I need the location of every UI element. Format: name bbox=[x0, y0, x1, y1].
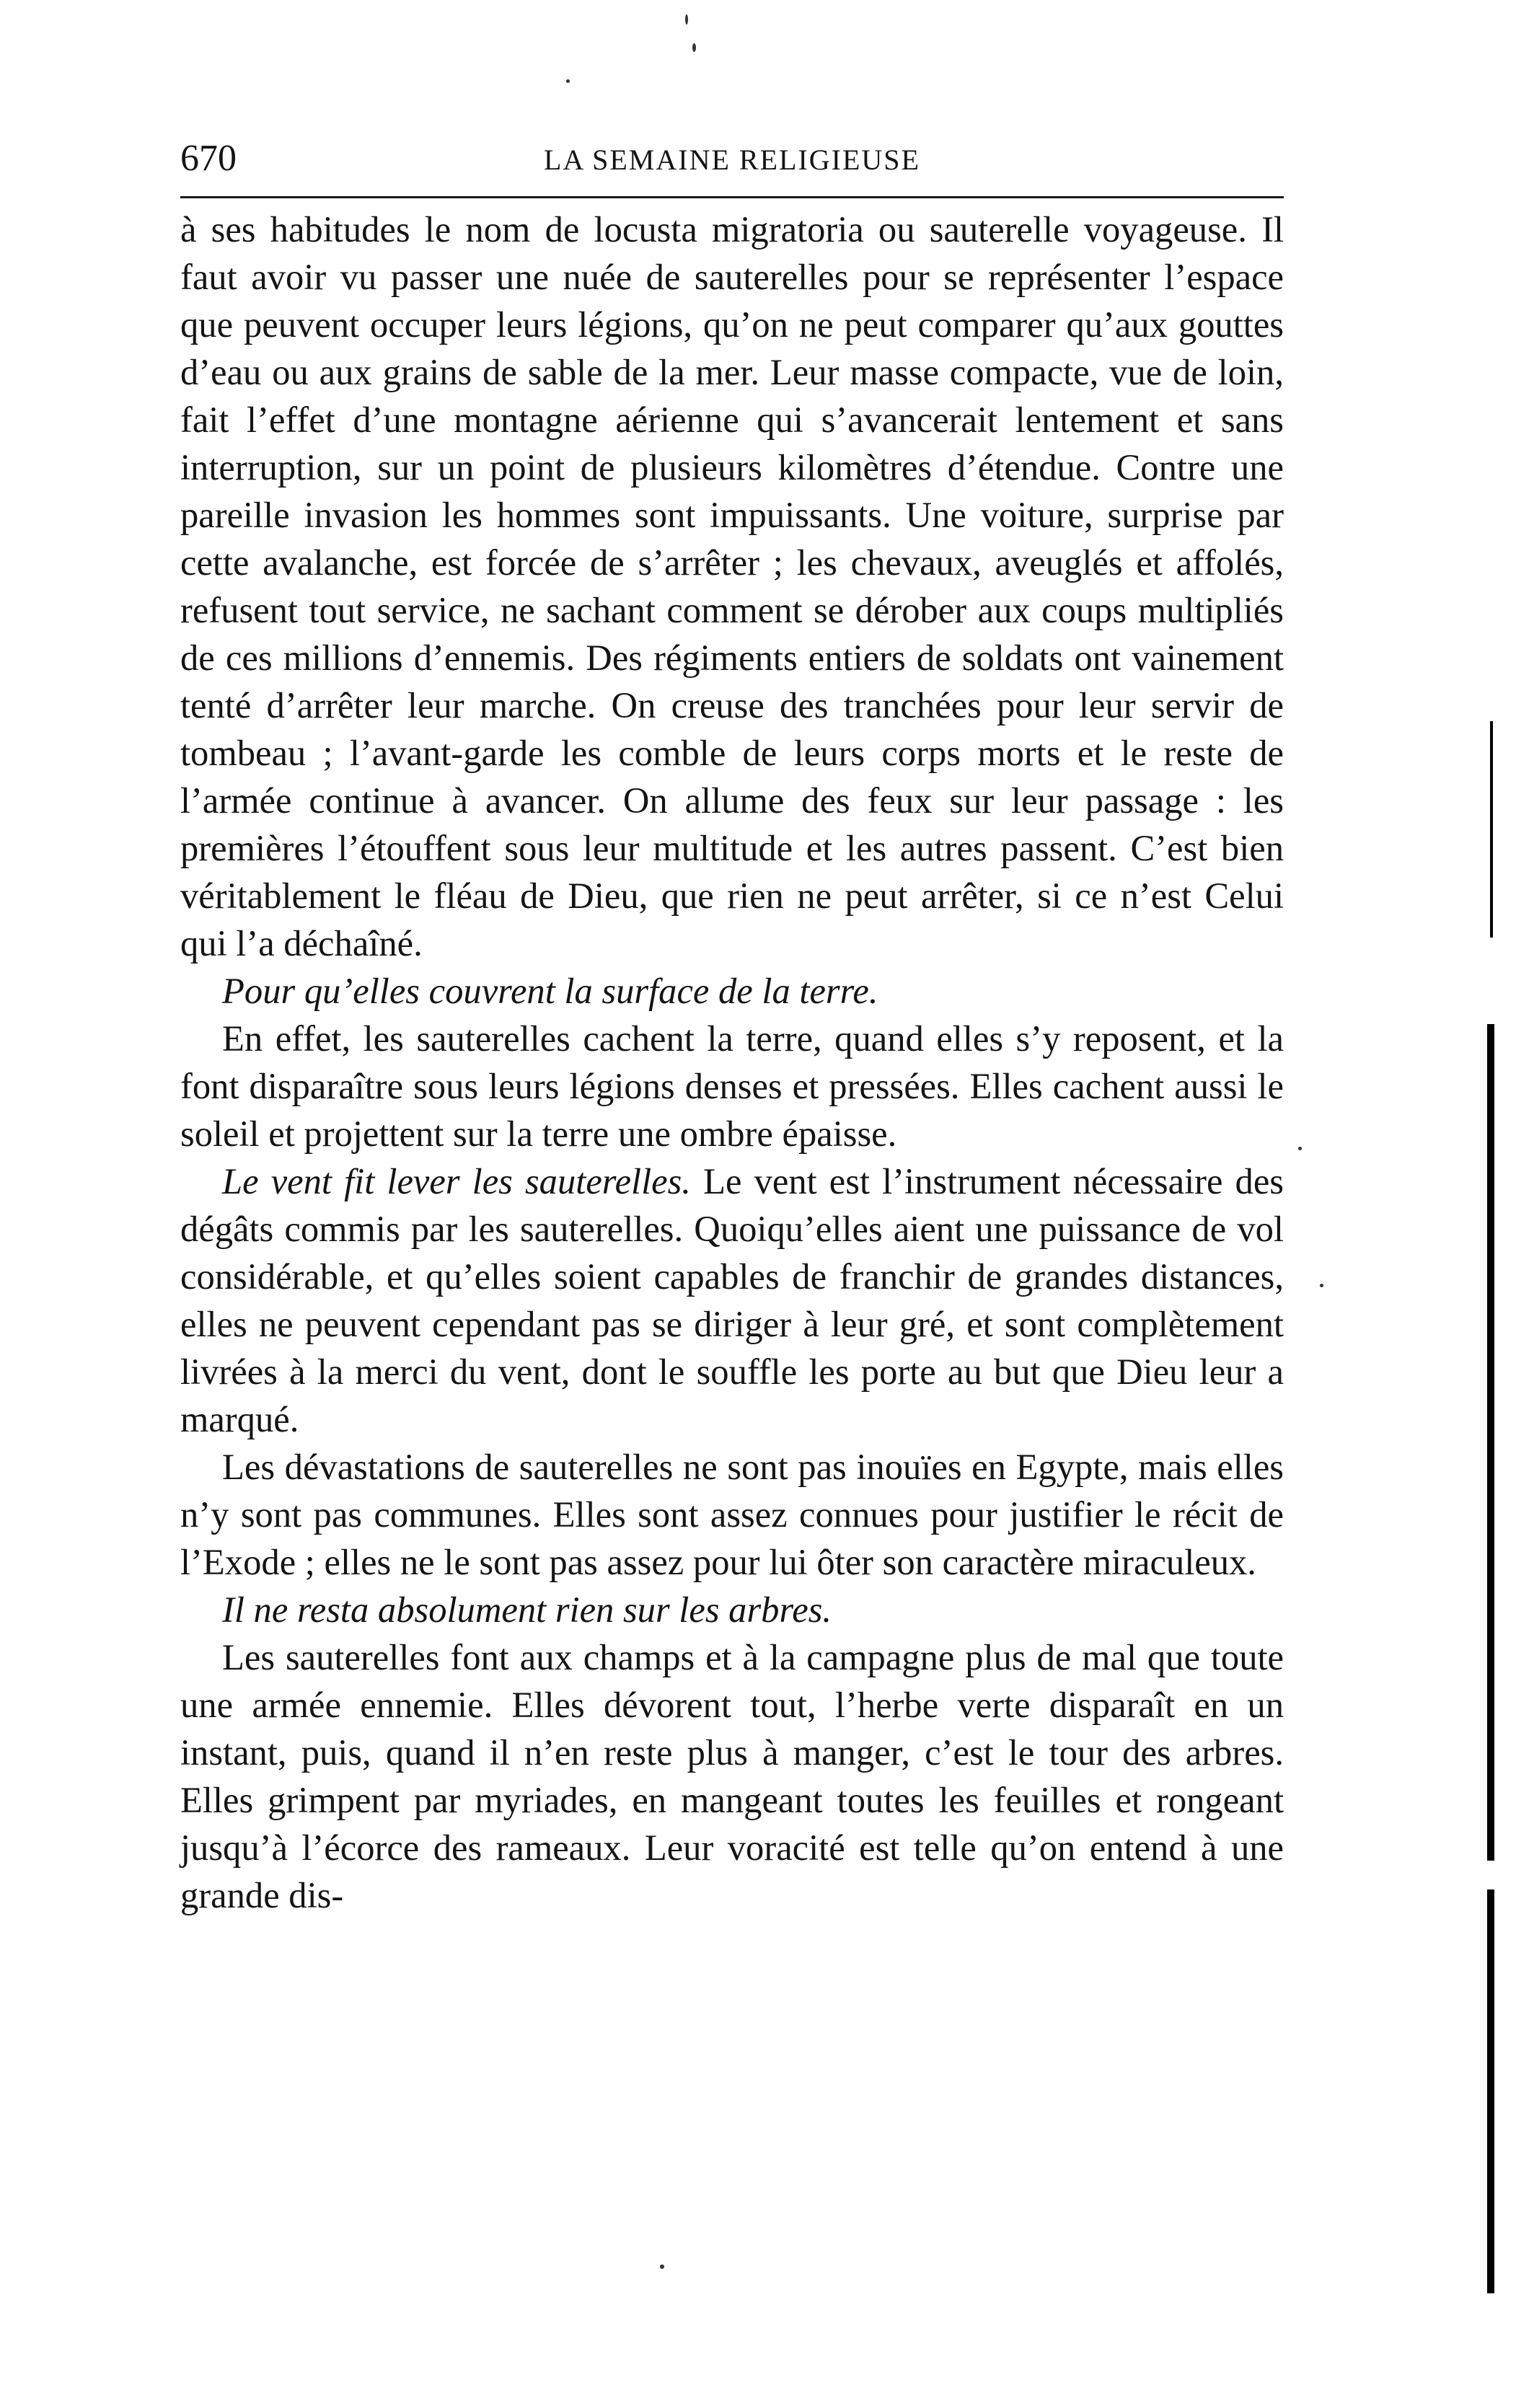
scan-speck bbox=[566, 79, 570, 83]
scan-speck bbox=[1298, 1147, 1302, 1150]
header-rule bbox=[180, 196, 1284, 198]
scan-speck bbox=[660, 2264, 664, 2269]
paragraph: à ses habitudes le nom de locusta migratoria ou sauterelle voyageuse. Il faut avoir vu passer une nuée de sauterelles pour se représenter l’espace que peuvent occuper leurs légions, qu’on ne peut comparer qu’aux gouttes d’eau ou aux grains de sable de la mer. Leur masse compacte, vue de loin, fait l’effet d’une montagne aérienne qui s’avancerait lentement et sans interruption, sur un point de plusieurs kilomètres d’étendue. Contre une pareille invasion les hommes sont impuissants. Une voiture, surprise par cette avalanche, est forcée de s’arrêter ; les chevaux, aveuglés et affolés, refusent tout service, ne sachant comment se dérober aux coups multipliés de ces millions d’ennemis. Des régiments entiers de soldats ont vainement tenté d’arrêter leur marche. On creuse des tranchées pour leur servir de tombeau ; l’avant-garde les comble de leurs corps morts et le reste de l’armée continue à avancer. On allume des feux sur leur passage : les premières l’étouffent sous leur multitude et les autres passent. C’est bien véritablement le fléau de Dieu, que rien ne peut arrêter, si ce n’est Celui qui l’a déchaîné. bbox=[180, 209, 1284, 963]
page-number: 670 bbox=[180, 138, 237, 179]
italic-verse: Pour qu’elles couvrent la surface de la terre. bbox=[222, 971, 878, 1011]
scan-speck bbox=[685, 14, 688, 25]
scan-speck bbox=[692, 43, 696, 52]
binding-edge-mark bbox=[1487, 1024, 1494, 1861]
italic-verse: Il ne resta absolument rien sur les arbres. bbox=[222, 1589, 832, 1630]
paragraph-text: Le vent est l’instrument nécessaire des dégâts commis par les sauterelles. Quoiqu’elles aient une puissance de vol considérable, et qu’elles soient capables de franchir de grandes distances, elles ne peuvent cependant pas se diriger à leur gré, et sont complètement livrées à la merci du vent, dont le souffle les porte au but que Dieu leur a marqué. bbox=[180, 1161, 1284, 1439]
paragraph: En effet, les sauterelles cachent la terre, quand elles s’y reposent, et la font disparaître sous leurs légions denses et pressées. Elles cachent aussi le soleil et projettent sur la terre une ombre épaisse. bbox=[180, 1018, 1284, 1154]
binding-edge-mark bbox=[1487, 1889, 1494, 2293]
book-page bbox=[180, 137, 1284, 1919]
page-header bbox=[180, 137, 1284, 189]
scan-speck bbox=[1320, 1284, 1323, 1287]
paragraph: Les dévastations de sauterelles ne sont pas inouïes en Egypte, mais elles n’y sont pas communes. Elles sont assez connues pour justifier le récit de l’Exode ; elles ne le sont pas assez pour lui ôter son caractère miraculeux. bbox=[180, 1447, 1284, 1582]
binding-edge-mark bbox=[1490, 721, 1493, 938]
paragraph bbox=[180, 1157, 1284, 1443]
paragraph: Les sauterelles font aux champs et à la campagne plus de mal que toute une armée ennemie. Elles dévorent tout, l’herbe verte disparaît en un instant, puis, quand il n’en reste plus à manger, c’est le tour des arbres. Elles grimpent par myriades, en mangeant toutes les feuilles et rongeant jusqu’à l’écorce des rameaux. Leur voracité est telle qu’on entend à une grande dis- bbox=[180, 1637, 1284, 1915]
body-text bbox=[180, 206, 1284, 1919]
italic-verse: Le vent fit lever les sauterelles. bbox=[222, 1161, 691, 1201]
running-title: LA SEMAINE RELIGIEUSE bbox=[544, 144, 920, 176]
